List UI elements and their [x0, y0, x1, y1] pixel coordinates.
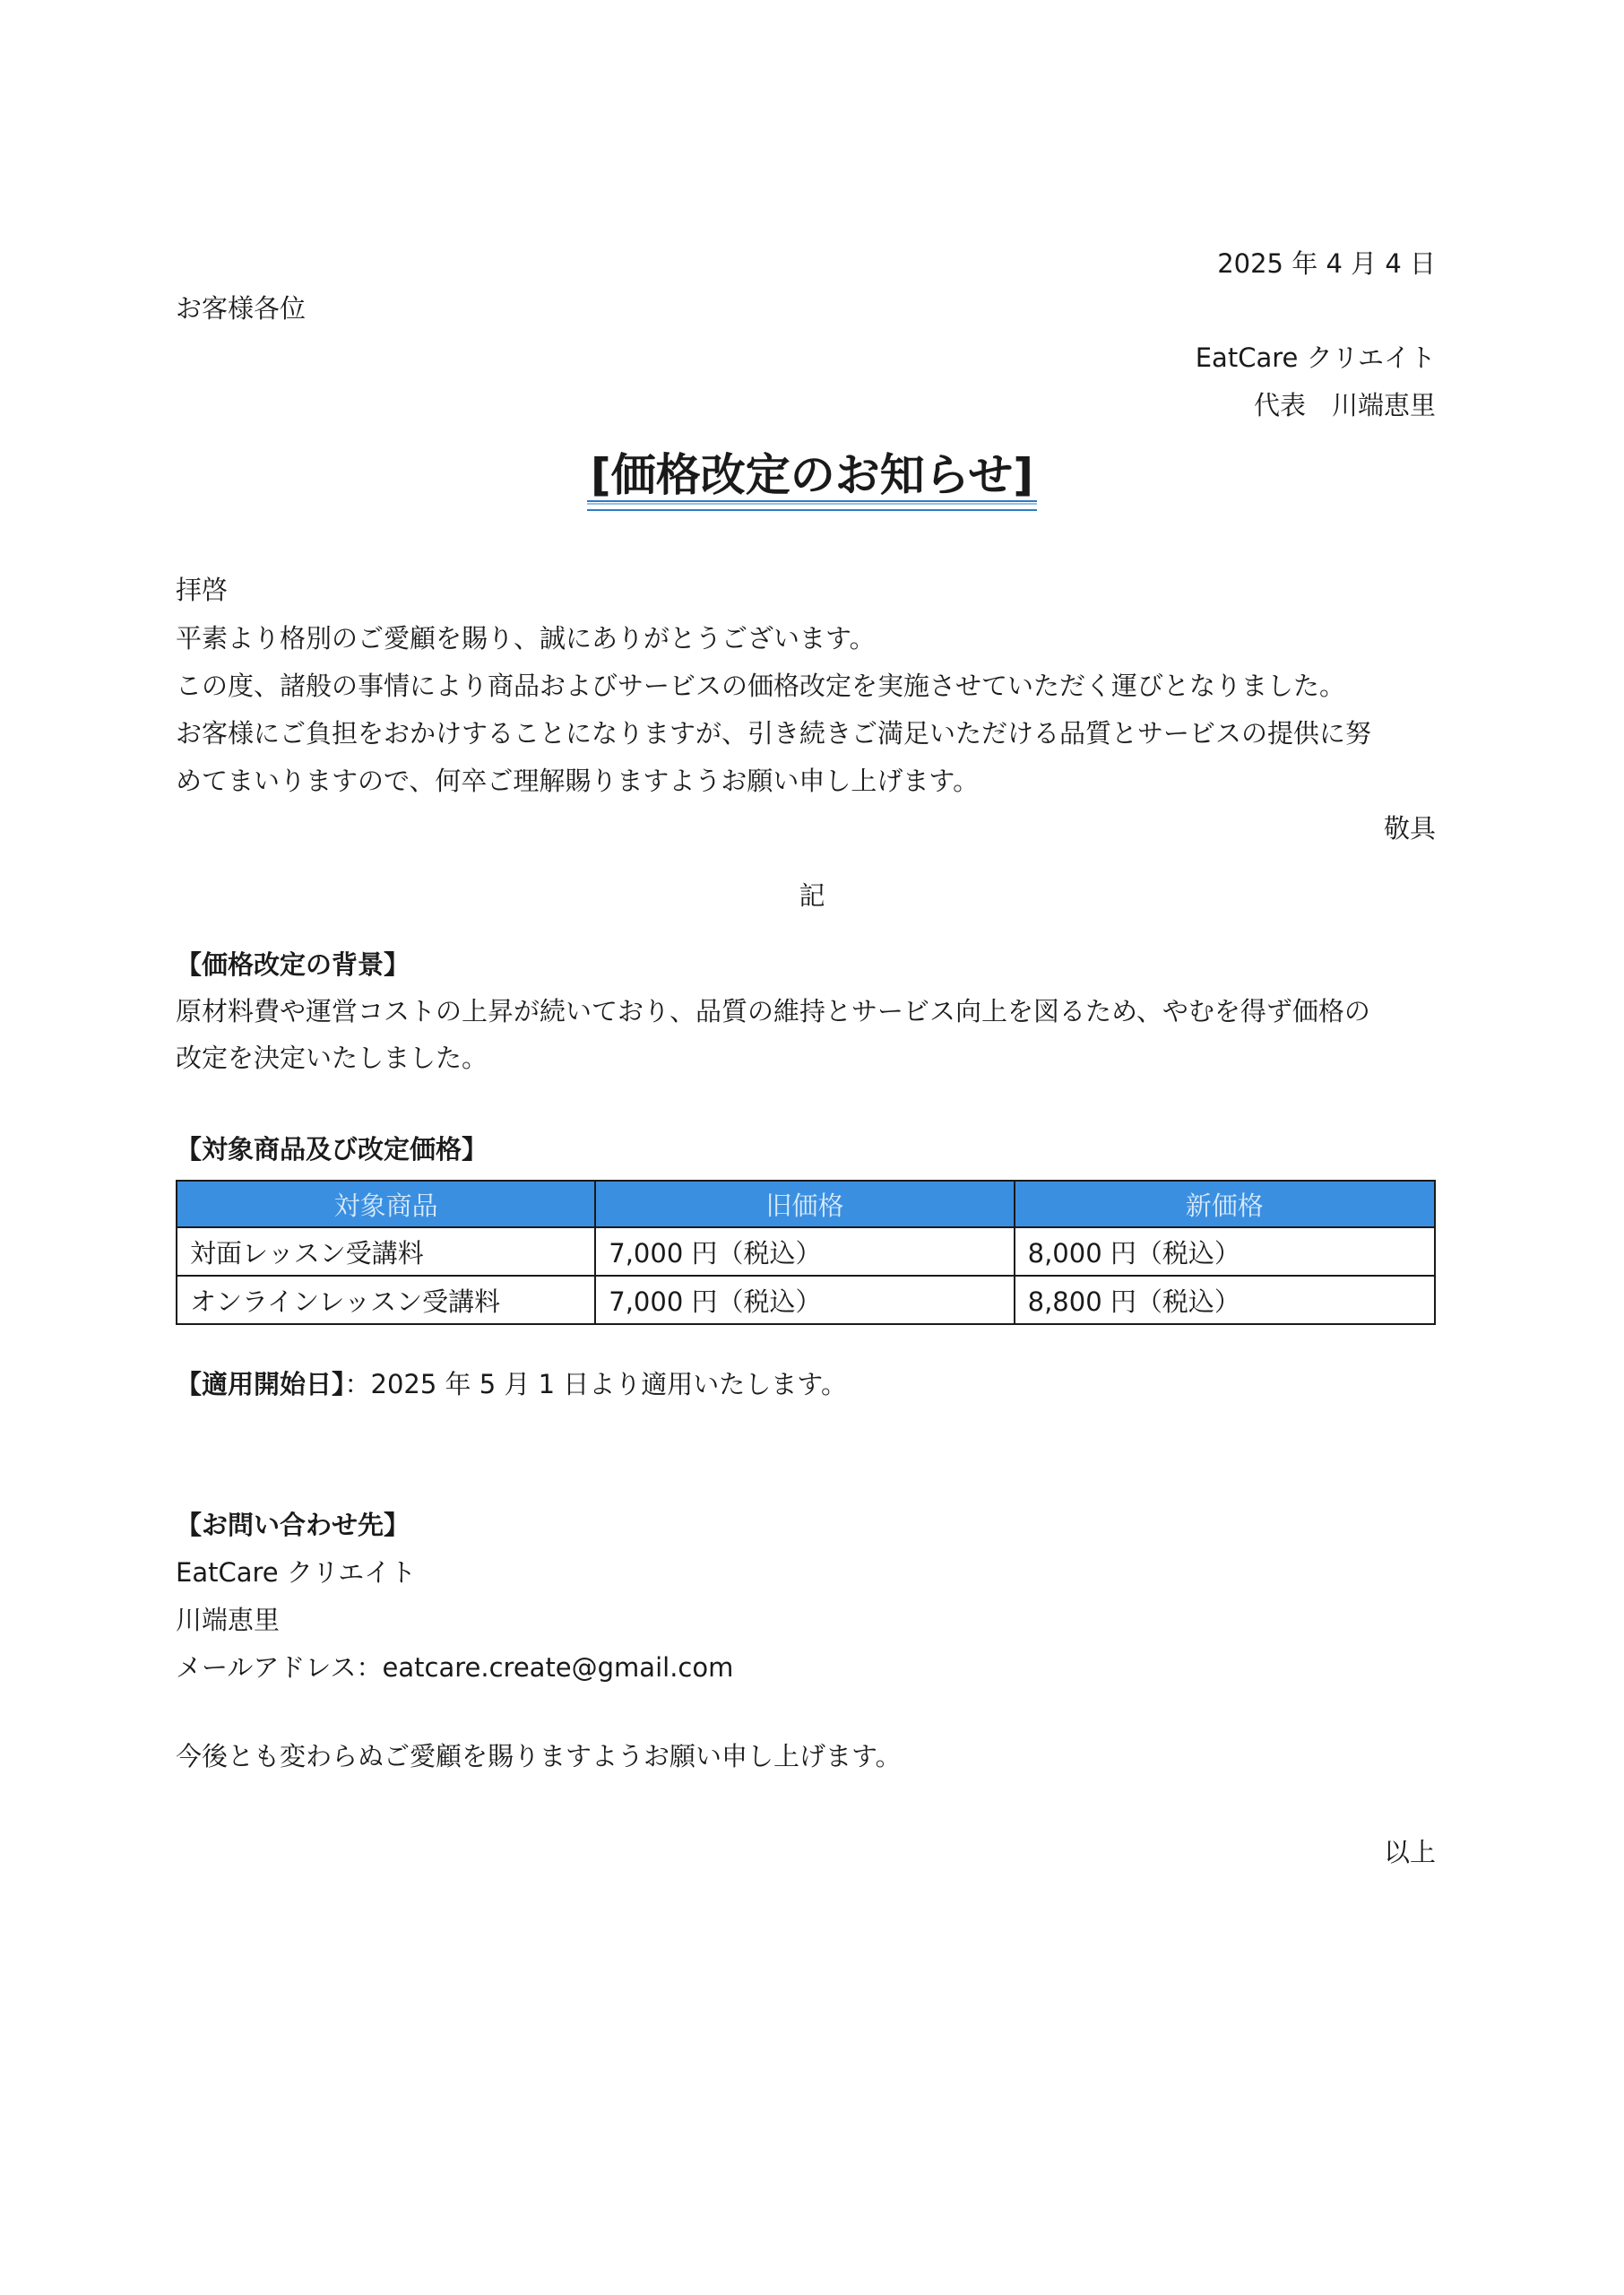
letter-line: 平素より格別のご愛顧を賜り、誠にありがとうございます。	[176, 623, 876, 654]
letter-line: めてまいりますので、何卒ご理解賜りますようお願い申し上げます。	[176, 766, 980, 796]
start-date-text: ：2025 年 5 月 1 日より適用いたします。	[344, 1369, 847, 1399]
title-container	[0, 448, 1624, 511]
price-table	[176, 1180, 1436, 1325]
price-heading: 【対象商品及び改定価格】	[176, 1134, 488, 1165]
sender-representative: 代表 川端恵里	[1253, 390, 1436, 420]
column-header-product: 対象商品	[177, 1181, 595, 1227]
document-date: 2025 年 4 月 4 日	[1217, 248, 1436, 279]
contact-company: EatCare クリエイト	[176, 1557, 417, 1588]
start-date-line	[176, 1369, 847, 1399]
old-price-cell: 7,000 円（税込）	[595, 1276, 1014, 1324]
sender-company: EatCare クリエイト	[1195, 342, 1436, 373]
table-row	[177, 1276, 1435, 1324]
document-title	[587, 448, 1037, 511]
table-row	[177, 1227, 1435, 1276]
new-price-cell: 8,800 円（税込）	[1015, 1276, 1435, 1324]
column-header-old-price: 旧価格	[595, 1181, 1014, 1227]
document-title-text: [価格改定のお知らせ]	[590, 449, 1034, 501]
contact-email: メールアドレス：eatcare.create@gmail.com	[176, 1652, 734, 1683]
old-price-cell: 7,000 円（税込）	[595, 1227, 1014, 1276]
closing-message: 今後とも変わらぬご愛顧を賜りますようお願い申し上げます。	[176, 1741, 902, 1771]
end-mark: 以上	[1383, 1837, 1436, 1867]
background-line: 改定を決定いたしました。	[176, 1043, 488, 1073]
letter-line: この度、諸般の事情により商品およびサービスの価格改定を実施させていただく運びとなりました。	[176, 671, 1346, 701]
letter-line: お客様にご負担をおかけすることになりますが、引き続きご満足いただける品質とサービスの提供に努	[176, 718, 1372, 749]
product-cell: オンラインレッスン受講料	[177, 1276, 595, 1324]
new-price-cell: 8,000 円（税込）	[1015, 1227, 1435, 1276]
start-date-heading: 【適用開始日】	[176, 1369, 345, 1399]
background-line: 原材料費や運営コストの上昇が続いており、品質の維持とサービス向上を図るため、やむを得ず価格の	[176, 996, 1370, 1026]
product-cell: 対面レッスン受講料	[177, 1227, 595, 1276]
contact-heading: 【お問い合わせ先】	[176, 1510, 410, 1540]
letter-closing: 敬具	[1383, 813, 1436, 844]
background-heading: 【価格改定の背景】	[176, 949, 410, 980]
ki-mark: 記	[799, 880, 825, 911]
title-underline	[587, 500, 1037, 511]
letter-opening: 拝啓	[176, 575, 229, 605]
contact-name: 川端恵里	[176, 1605, 281, 1635]
column-header-new-price: 新価格	[1015, 1181, 1435, 1227]
table-header-row	[177, 1181, 1435, 1227]
recipient-line: お客様各位	[176, 293, 307, 324]
